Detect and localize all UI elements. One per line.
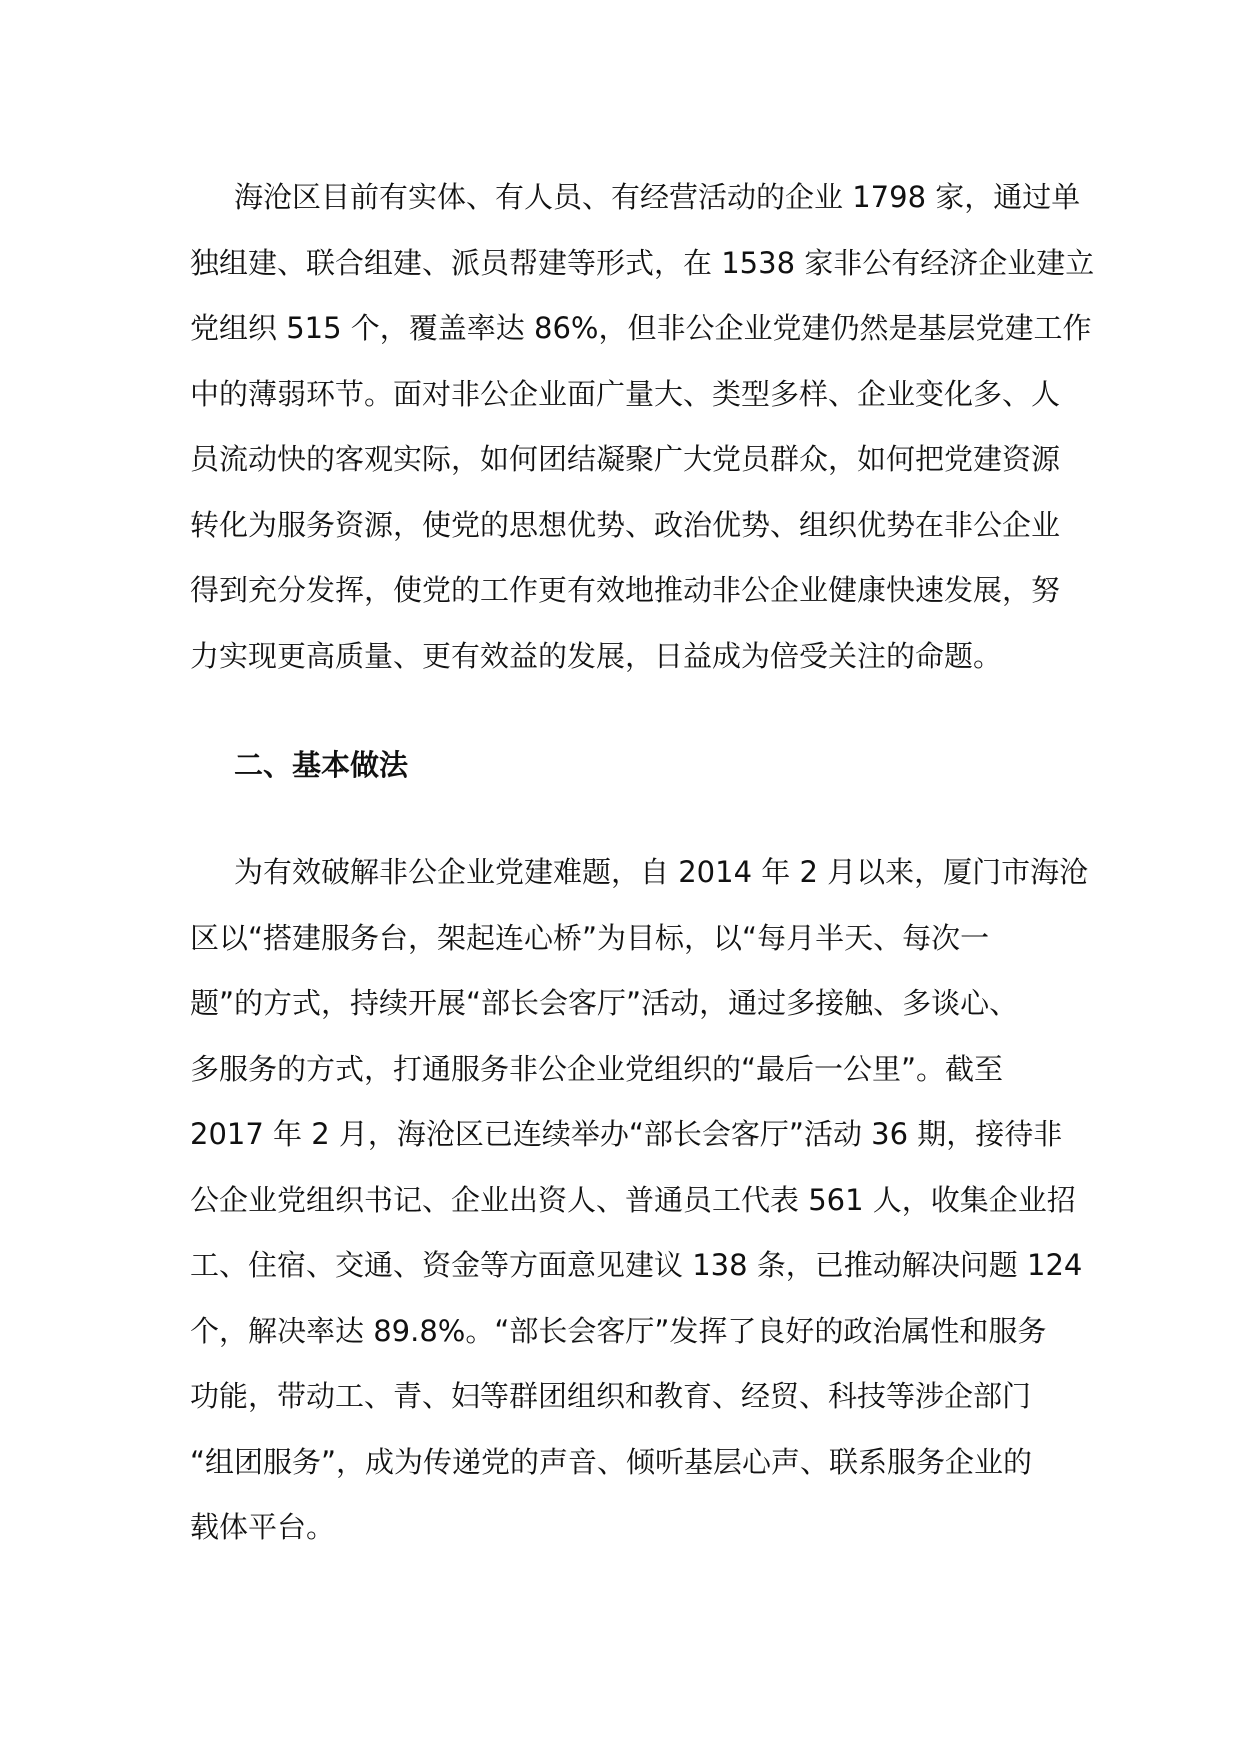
paragraph-line: 中的薄弱环节。面对非公企业面广量大、类型多样、企业变化多、人 [190,376,1061,411]
paragraph-line: 独组建、联合组建、派员帮建等形式，在 1538 家非公有经济企业建立 [190,245,1095,280]
paragraph-line: 多服务的方式，打通服务非公企业党组织的“最后一公里”。截至 [190,1051,1004,1086]
paragraph-line: 2017 年 2 月，海沧区已连续举办“部长会客厅”活动 36 期，接待非 [190,1117,1063,1151]
paragraph-background [190,165,1095,689]
paragraph-line: 力实现更高质量、更有效益的发展，日益成为倍受关注的命题。 [190,638,1003,673]
paragraph-line: 海沧区目前有实体、有人员、有经营活动的企业 1798 家，通过单 [234,180,1081,214]
paragraph-line: 转化为服务资源，使党的思想优势、政治优势、组织优势在非公企业 [190,507,1061,542]
paragraph-line: 区以“搭建服务台，架起连心桥”为目标，以“每月半天、每次一 [190,920,990,955]
paragraph-line: 为有效破解非公企业党建难题，自 2014 年 2 月以来，厦门市海沧 [234,855,1089,889]
spacer [190,689,1070,733]
paragraph-line: 公企业党组织书记、企业出资人、普通员工代表 561 人，收集企业招 [190,1182,1076,1217]
paragraph-line: 员流动快的客观实际，如何团结凝聚广大党员群众，如何把党建资源 [190,442,1061,476]
paragraph-line: “组团服务”，成为传递党的声音、倾听基层心声、联系服务企业的 [190,1444,1033,1479]
spacer [190,798,1070,840]
paragraph-line: 题”的方式，持续开展“部长会客厅”活动，通过多接触、多谈心、 [190,986,1019,1020]
paragraph-line: 功能，带动工、青、妇等群团组织和教育、经贸、科技等涉企部门 [190,1379,1032,1413]
section-heading: 二、基本做法 [234,748,409,782]
paragraph-line: 党组织 515 个，覆盖率达 86%，但非公企业党建仍然是基层党建工作 [190,311,1092,345]
document-body [190,165,1095,1561]
paragraph-line: 工、住宿、交通、资金等方面意见建议 138 条，已推动解决问题 124 [190,1248,1083,1282]
paragraph-line: 得到充分发挥，使党的工作更有效地推动非公企业健康快速发展，努 [190,573,1061,607]
paragraph-basic-practice [190,840,1089,1561]
paragraph-line: 个，解决率达 89.8%。“部长会客厅”发挥了良好的政治属性和服务 [190,1313,1047,1348]
paragraph-line: 载体平台。 [190,1510,336,1544]
